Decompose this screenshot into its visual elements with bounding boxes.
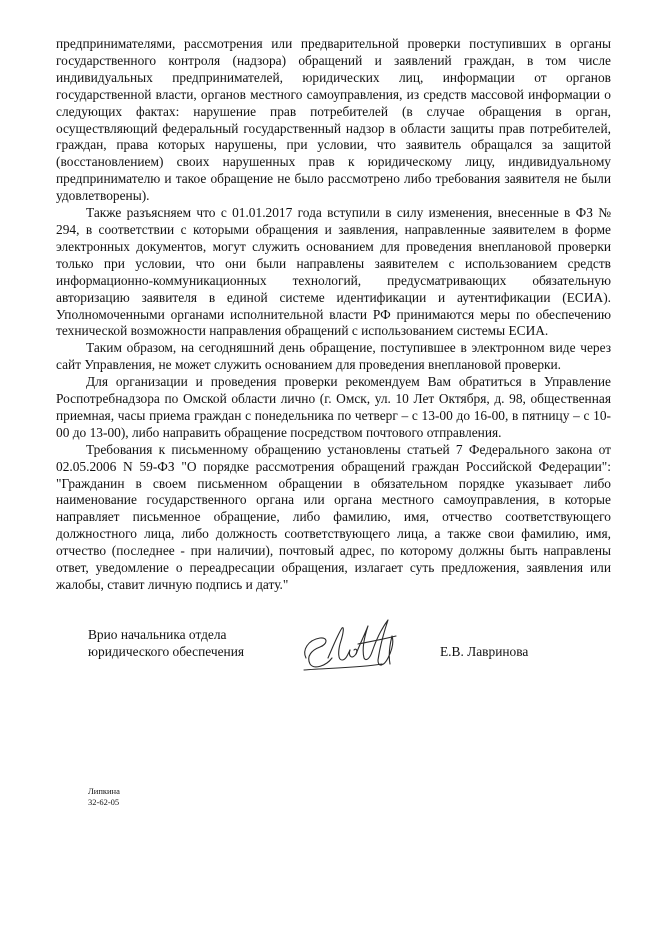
paragraph-4: Для организации и проведения проверки рекомендуем Вам обратиться в Управление Роспотребнадзора по Омской области лично (г. Омск, ул. 10 Лет Октября, д. 98, общественная приемная, часы приема граждан с понедельника по четверг – с 13-00 до 16-00, в пятницу – с 10-00 до 13-00), либо направить обращение посредством почтового отправления.: [56, 374, 611, 440]
signatory-position: [88, 626, 244, 660]
paragraph-1: предпринимателями, рассмотрения или предварительной проверки поступивших в органы государственного контроля (надзора) обращений и заявлений граждан, в том числе индивидуальных предпринимателей, юридических лиц, информации от органов государственной власти, органов местного самоуправления, из средств массовой информации о следующих фактах: нарушение прав потребителей (в случае обращения в орган, осуществляющий федеральный государственный надзор в области защиты прав потребителей, граждан, права которых нарушены, при условии, что заявитель обращался за защитой (восстановлением) своих нарушенных прав к юридическому лицу, индивидуальному предпринимателю и такое обращение не было рассмотрено либо требования заявителя не были удовлетворены).: [56, 36, 611, 204]
paragraph-3: Таким образом, на сегодняшний день обращение, поступившее в электронном виде через сайт Управления, не может служить основанием для проведения внеплановой проверки.: [56, 340, 611, 373]
executor-phone: 32-62-05: [88, 797, 120, 807]
letter-body: [56, 36, 611, 594]
paragraph-5: Требования к письменному обращению установлены статьей 7 Федерального закона от 02.05.2006 N 59-ФЗ "О порядке рассмотрения обращений граждан Российской Федерации": "Гражданин в своем письменном обращении в обязательном порядке указывает либо наименование государственного органа или органа местного самоуправления, в которые направляет письменное обращение, либо фамилию, имя, отчество соответствующего должностного лица, либо должность соответствующего лица, а также свои фамилию, имя, отчество (последнее - при наличии), почтовый адрес, по которому должны быть направлены ответ, уведомление о переадресации обращения, излагает суть предложения, заявления или жалобы, ставит личную подпись и дату.": [56, 441, 611, 592]
signatory-position-line1: Врио начальника отдела: [88, 627, 227, 642]
signatory-name: Е.В. Лавринова: [440, 644, 529, 659]
executor-name: Липкина: [88, 786, 120, 796]
paragraph-2: Также разъясняем что с 01.01.2017 года вступили в силу изменения, внесенные в ФЗ № 294, в соответствии с которыми обращения и заявления, направленные заявителем в форме электронных документов, могут служить основанием для проведения внеплановой проверки только при условии, что они были направлены заявителем с использованием средств информационно-коммуникационных технологий, предусматривающих обязательную авторизацию заявителя в единой системе идентификации и аутентификации (ЕСИА). Уполномоченными органами исполнительной власти РФ принимаются меры по обеспечению технической возможности направления обращений с использованием системы ЕСИА.: [56, 205, 611, 339]
handwritten-signature: [298, 614, 410, 678]
executor-info: [88, 786, 120, 808]
signatory-position-line2: юридического обеспечения: [88, 644, 245, 659]
